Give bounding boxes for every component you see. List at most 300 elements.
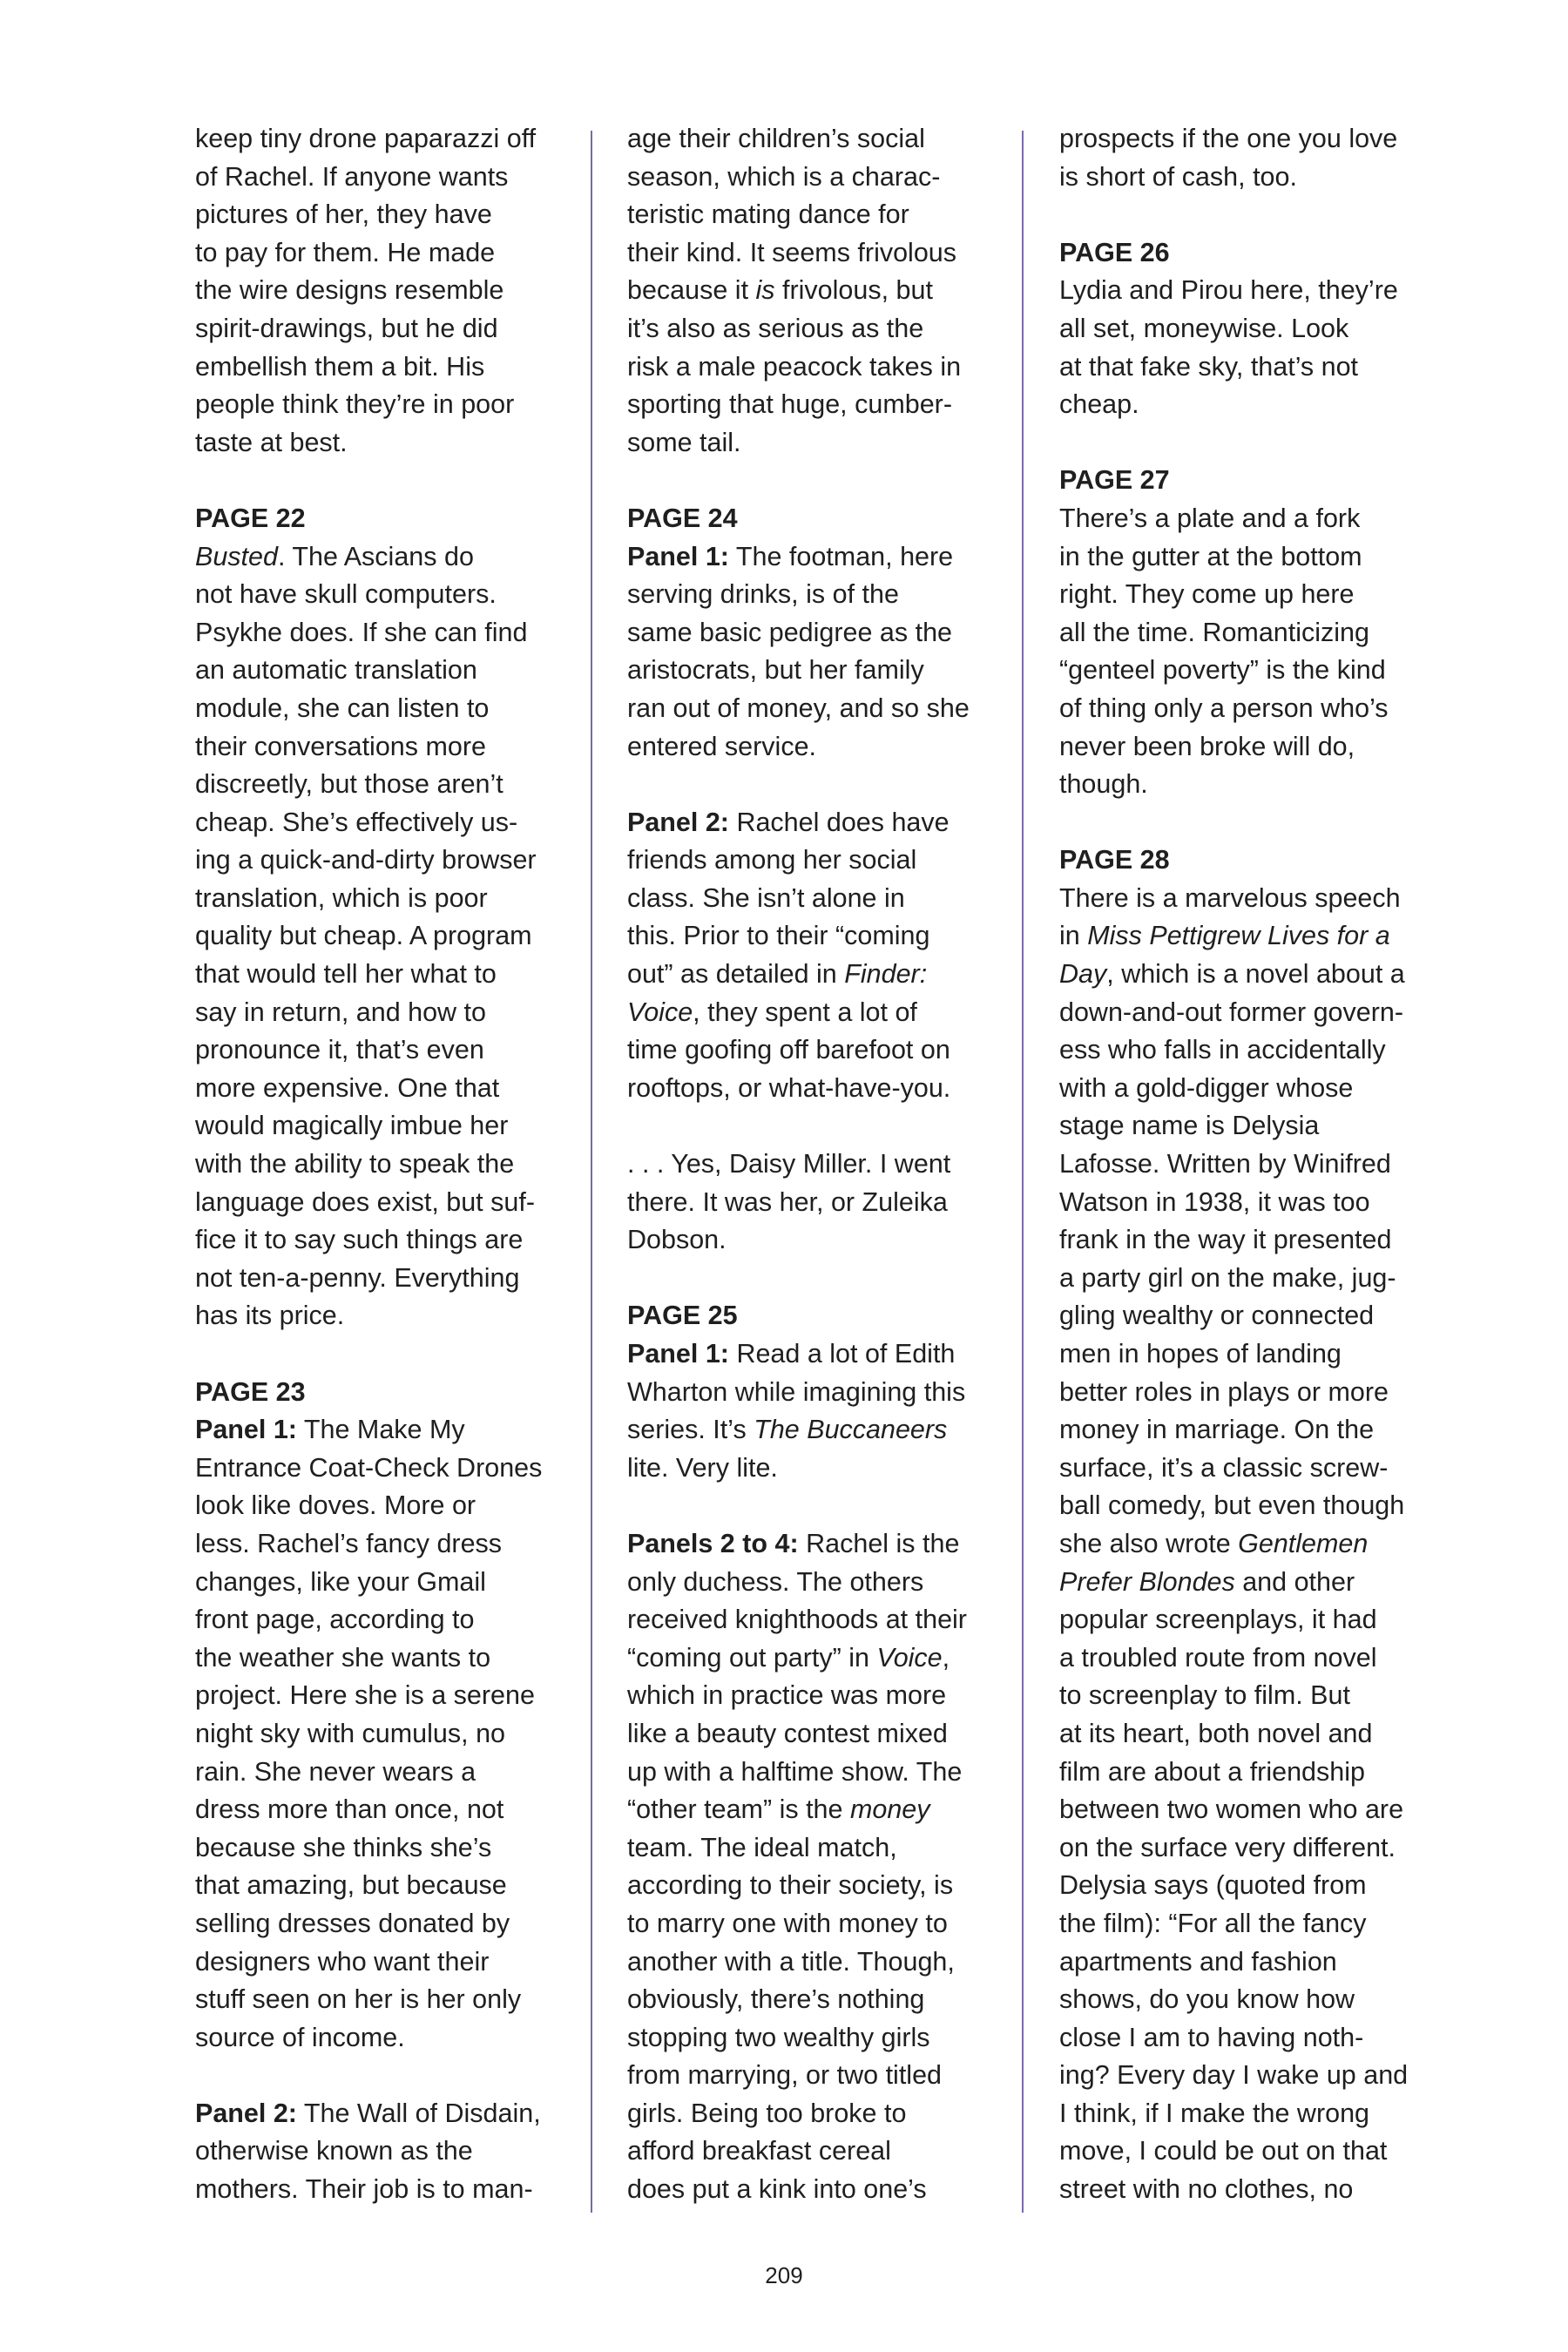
text-span: the weather she wants to bbox=[195, 1642, 491, 1673]
text-span: all set, moneywise. Look bbox=[1059, 313, 1349, 343]
paragraph bbox=[627, 1525, 1002, 2209]
text-span: never been broke will do, bbox=[1059, 731, 1355, 761]
paragraph bbox=[627, 120, 1002, 462]
text-line bbox=[195, 1184, 570, 1222]
italic-title: Busted bbox=[195, 541, 278, 571]
panel-label: Panel 2: bbox=[627, 807, 729, 837]
text-line bbox=[1059, 2171, 1434, 2209]
text-span: series. It’s bbox=[627, 1415, 754, 1445]
italic-title: money bbox=[849, 1794, 930, 1825]
page-heading-text: PAGE 26 bbox=[1059, 237, 1170, 267]
text-span: that would tell her what to bbox=[195, 959, 497, 990]
text-line bbox=[627, 1639, 1002, 1678]
text-line bbox=[195, 234, 570, 273]
text-line bbox=[195, 1677, 570, 1715]
text-line bbox=[627, 1146, 1002, 1184]
text-span: . . . Yes, Daisy Miller. I went bbox=[627, 1149, 951, 1179]
text-span: this. Prior to their “coming bbox=[627, 921, 930, 951]
text-span: Psykhe does. If she can find bbox=[195, 617, 528, 647]
text-span: rain. She never wears a bbox=[195, 1756, 476, 1787]
text-line bbox=[1059, 956, 1434, 994]
text-line bbox=[195, 576, 570, 614]
text-span: another with a title. Though, bbox=[627, 1946, 955, 1977]
text-line bbox=[627, 1450, 1002, 1488]
text-span: language does exist, but suf- bbox=[195, 1186, 535, 1217]
text-span: Wharton while imagining this bbox=[627, 1376, 966, 1407]
text-line bbox=[1059, 1639, 1434, 1678]
text-line bbox=[1059, 880, 1434, 918]
text-line bbox=[627, 1221, 1002, 1260]
text-line bbox=[1059, 1943, 1434, 1982]
text-line bbox=[1059, 310, 1434, 348]
text-line bbox=[1059, 1754, 1434, 1792]
text-span: , which is a novel about a bbox=[1106, 959, 1405, 990]
text-line bbox=[195, 1411, 570, 1450]
text-line bbox=[627, 728, 1002, 767]
text-line bbox=[627, 196, 1002, 234]
text-line bbox=[195, 1450, 570, 1488]
text-span: afford breakfast cereal bbox=[627, 2136, 891, 2166]
text-line bbox=[1059, 1715, 1434, 1754]
text-line bbox=[1059, 2057, 1434, 2095]
text-span: less. Rachel’s fancy dress bbox=[195, 1528, 503, 1558]
section-heading bbox=[1059, 234, 1434, 273]
text-span: some tail. bbox=[627, 427, 741, 457]
text-span: Lafosse. Written by Winifred bbox=[1059, 1149, 1391, 1179]
text-span: pronounce it, that’s even bbox=[195, 1035, 484, 1065]
text-span: friends among her social bbox=[627, 845, 917, 875]
text-span: frank in the way it presented bbox=[1059, 1225, 1392, 1255]
text-span: pictures of her, they have bbox=[195, 199, 492, 230]
text-span: Rachel is the bbox=[798, 1528, 960, 1558]
text-line bbox=[627, 1981, 1002, 2019]
text-span: better roles in plays or more bbox=[1059, 1376, 1389, 1407]
text-span: out” as detailed in bbox=[627, 959, 845, 990]
text-span: on the surface very different. bbox=[1059, 1832, 1396, 1862]
text-line bbox=[195, 1564, 570, 1602]
text-span: right. They come up here bbox=[1059, 579, 1355, 610]
paragraph bbox=[1059, 841, 1434, 2208]
paragraph bbox=[195, 2095, 570, 2209]
text-span: , bbox=[942, 1642, 950, 1673]
text-span: changes, like your Gmail bbox=[195, 1566, 486, 1597]
text-span: because it bbox=[627, 275, 756, 306]
text-span: source of income. bbox=[195, 2022, 405, 2052]
text-line bbox=[195, 880, 570, 918]
text-line bbox=[1059, 2132, 1434, 2171]
italic-title: is bbox=[755, 275, 775, 306]
text-line bbox=[1059, 766, 1434, 804]
text-line bbox=[627, 272, 1002, 310]
italic-title: Finder: bbox=[844, 959, 928, 990]
text-line bbox=[195, 956, 570, 994]
page-heading-text: PAGE 24 bbox=[627, 503, 738, 533]
text-span: lite. Very lite. bbox=[627, 1452, 778, 1483]
text-span: time goofing off barefoot on bbox=[627, 1035, 950, 1065]
text-line bbox=[627, 880, 1002, 918]
text-line bbox=[1059, 1829, 1434, 1868]
text-line bbox=[1059, 500, 1434, 538]
text-line bbox=[1059, 652, 1434, 690]
text-span: all the time. Romanticizing bbox=[1059, 617, 1369, 647]
text-span: frivolous, but bbox=[774, 275, 933, 306]
text-span: gling wealthy or connected bbox=[1059, 1301, 1375, 1331]
text-line bbox=[627, 1867, 1002, 1905]
text-span: to screenplay to film. But bbox=[1059, 1680, 1350, 1711]
paragraph bbox=[627, 500, 1002, 766]
text-span: an automatic translation bbox=[195, 655, 477, 686]
text-line bbox=[627, 917, 1002, 956]
text-span: popular screenplays, it had bbox=[1059, 1605, 1377, 1635]
text-column-3 bbox=[1059, 120, 1434, 2209]
text-span: obviously, there’s nothing bbox=[627, 1984, 925, 2015]
text-span: with the ability to speak the bbox=[195, 1149, 515, 1179]
panel-label: Panel 1: bbox=[627, 541, 729, 571]
text-span: project. Here she is a serene bbox=[195, 1680, 535, 1711]
text-line bbox=[195, 1829, 570, 1868]
text-column-1 bbox=[195, 120, 570, 2209]
section-heading bbox=[195, 1374, 570, 1412]
text-line bbox=[195, 614, 570, 652]
text-span: in bbox=[1059, 921, 1088, 951]
text-line bbox=[627, 1791, 1002, 1829]
text-line bbox=[1059, 120, 1434, 159]
text-line bbox=[195, 652, 570, 690]
text-span: down-and-out former govern- bbox=[1059, 997, 1403, 1027]
section-heading bbox=[627, 1297, 1002, 1335]
text-span: ran out of money, and so she bbox=[627, 693, 970, 723]
text-span: a troubled route from novel bbox=[1059, 1642, 1377, 1673]
text-line bbox=[1059, 1070, 1434, 1108]
text-span: , they spent a lot of bbox=[693, 997, 917, 1027]
text-span: there. It was her, or Zuleika bbox=[627, 1186, 948, 1217]
text-span: to pay for them. He made bbox=[195, 237, 496, 267]
italic-title: The Buccaneers bbox=[754, 1415, 948, 1445]
text-line bbox=[627, 994, 1002, 1032]
text-span: to marry one with money to bbox=[627, 1908, 948, 1938]
text-line bbox=[195, 1221, 570, 1260]
text-span: from marrying, or two titled bbox=[627, 2060, 943, 2091]
text-line bbox=[627, 690, 1002, 728]
text-span: like a beauty contest mixed bbox=[627, 1718, 948, 1748]
text-line bbox=[1059, 1411, 1434, 1450]
text-line bbox=[1059, 159, 1434, 197]
panel-label: Panel 2: bbox=[195, 2098, 297, 2128]
text-line bbox=[1059, 1791, 1434, 1829]
text-line bbox=[195, 159, 570, 197]
page-heading-text: PAGE 23 bbox=[195, 1376, 306, 1407]
text-line bbox=[195, 1107, 570, 1146]
text-line bbox=[195, 2132, 570, 2171]
text-span: stage name is Delysia bbox=[1059, 1111, 1320, 1141]
text-span: their kind. It seems frivolous bbox=[627, 237, 957, 267]
text-span: their conversations more bbox=[195, 731, 486, 761]
text-line bbox=[1059, 1601, 1434, 1639]
text-line bbox=[627, 1754, 1002, 1792]
paragraph bbox=[195, 120, 570, 462]
text-span: not ten-a-penny. Everything bbox=[195, 1262, 520, 1293]
text-span: cheap. She’s effectively us- bbox=[195, 807, 518, 837]
text-line bbox=[627, 159, 1002, 197]
text-line bbox=[195, 348, 570, 387]
text-span: the film): “For all the fancy bbox=[1059, 1908, 1367, 1938]
text-line bbox=[1059, 1221, 1434, 1260]
paragraph bbox=[1059, 462, 1434, 803]
text-span: The Wall of Disdain, bbox=[296, 2098, 541, 2128]
text-line bbox=[1059, 1031, 1434, 1070]
text-line bbox=[195, 1070, 570, 1108]
text-span: Dobson. bbox=[627, 1225, 727, 1255]
paragraph bbox=[627, 1146, 1002, 1260]
text-span: she also wrote bbox=[1059, 1528, 1239, 1558]
text-line bbox=[627, 1335, 1002, 1374]
text-line bbox=[1059, 1564, 1434, 1602]
paragraph bbox=[195, 1374, 570, 2058]
text-span: a party girl on the make, jug- bbox=[1059, 1262, 1396, 1293]
text-span: ess who falls in accidentally bbox=[1059, 1035, 1386, 1065]
text-span: “genteel poverty” is the kind bbox=[1059, 655, 1386, 686]
paragraph bbox=[195, 500, 570, 1335]
text-line bbox=[627, 1943, 1002, 1982]
text-line bbox=[1059, 994, 1434, 1032]
italic-title: Prefer Blondes bbox=[1059, 1566, 1235, 1597]
text-line bbox=[195, 1601, 570, 1639]
text-line bbox=[627, 652, 1002, 690]
text-line bbox=[195, 1260, 570, 1298]
text-span: otherwise known as the bbox=[195, 2136, 473, 2166]
text-span: Rachel does have bbox=[728, 807, 950, 837]
text-span: There is a marvelous speech bbox=[1059, 882, 1401, 913]
text-line bbox=[1059, 348, 1434, 387]
text-line bbox=[1059, 386, 1434, 424]
text-line bbox=[1059, 1374, 1434, 1412]
text-line bbox=[1059, 1335, 1434, 1374]
text-line bbox=[627, 2095, 1002, 2133]
text-span: same basic pedigree as the bbox=[627, 617, 952, 647]
text-span: Watson in 1938, it was too bbox=[1059, 1186, 1370, 1217]
text-line bbox=[1059, 1981, 1434, 2019]
text-line bbox=[1059, 1867, 1434, 1905]
text-span: say in return, and how to bbox=[195, 997, 486, 1027]
text-span: class. She isn’t alone in bbox=[627, 882, 905, 913]
text-span: would magically imbue her bbox=[195, 1111, 509, 1141]
page-heading-text: PAGE 22 bbox=[195, 503, 306, 533]
italic-title: Voice bbox=[876, 1642, 943, 1673]
text-line bbox=[627, 841, 1002, 880]
text-span: at its heart, both novel and bbox=[1059, 1718, 1373, 1748]
italic-title: Miss Pettigrew Lives for a bbox=[1087, 921, 1390, 951]
text-column-2 bbox=[627, 120, 1002, 2209]
panel-label: Panel 1: bbox=[627, 1339, 729, 1369]
text-span: “coming out party” in bbox=[627, 1642, 877, 1673]
text-span: that amazing, but because bbox=[195, 1870, 507, 1901]
text-line bbox=[627, 348, 1002, 387]
italic-title: Voice bbox=[627, 997, 693, 1027]
text-span: front page, according to bbox=[195, 1605, 475, 1635]
text-line bbox=[1059, 917, 1434, 956]
text-span: risk a male peacock takes in bbox=[627, 351, 962, 382]
text-span: keep tiny drone paparazzi off bbox=[195, 124, 537, 153]
paragraph bbox=[1059, 234, 1434, 424]
text-line bbox=[627, 2171, 1002, 2209]
text-line bbox=[627, 1715, 1002, 1754]
text-span: street with no clothes, no bbox=[1059, 2174, 1354, 2205]
paragraph bbox=[627, 1297, 1002, 1487]
text-line bbox=[195, 538, 570, 577]
text-line bbox=[627, 1184, 1002, 1222]
text-span: people think they’re in poor bbox=[195, 389, 515, 420]
text-span: translation, which is poor bbox=[195, 882, 488, 913]
text-span: serving drinks, is of the bbox=[627, 579, 899, 610]
text-span: embellish them a bit. His bbox=[195, 351, 485, 382]
text-span: apartments and fashion bbox=[1059, 1946, 1337, 1977]
text-line bbox=[627, 1829, 1002, 1868]
text-span: according to their society, is bbox=[627, 1870, 954, 1901]
text-span: which in practice was more bbox=[627, 1680, 947, 1711]
text-line bbox=[195, 917, 570, 956]
text-span: surface, it’s a classic screw- bbox=[1059, 1452, 1389, 1483]
text-line bbox=[1059, 1184, 1434, 1222]
paragraph bbox=[1059, 120, 1434, 196]
page-number: 209 bbox=[765, 2262, 803, 2288]
text-span: not have skull computers. bbox=[195, 579, 497, 610]
text-line bbox=[627, 1564, 1002, 1602]
text-line bbox=[195, 1867, 570, 1905]
text-line bbox=[195, 994, 570, 1032]
text-span: mothers. Their job is to man- bbox=[195, 2174, 533, 2205]
text-line bbox=[195, 1754, 570, 1792]
text-line bbox=[627, 1070, 1002, 1108]
text-span: night sky with cumulus, no bbox=[195, 1718, 505, 1748]
text-line bbox=[195, 1905, 570, 1943]
text-span: sporting that huge, cumber- bbox=[627, 389, 952, 420]
text-span: look like doves. More or bbox=[195, 1490, 476, 1521]
text-line bbox=[627, 956, 1002, 994]
text-line bbox=[195, 120, 570, 159]
text-line bbox=[1059, 1677, 1434, 1715]
text-span: girls. Being too broke to bbox=[627, 2098, 907, 2128]
text-span: received knighthoods at their bbox=[627, 1605, 967, 1635]
section-heading bbox=[195, 500, 570, 538]
text-line bbox=[195, 766, 570, 804]
text-line bbox=[627, 2132, 1002, 2171]
text-line bbox=[1059, 1297, 1434, 1335]
text-span: money in marriage. On the bbox=[1059, 1415, 1375, 1445]
text-span: the wire designs resemble bbox=[195, 275, 504, 306]
column-divider-2 bbox=[1022, 131, 1024, 2213]
text-line bbox=[1059, 1450, 1434, 1488]
panel-label: Panels 2 to 4: bbox=[627, 1528, 799, 1558]
text-line bbox=[195, 424, 570, 463]
text-span: Entrance Coat-Check Drones bbox=[195, 1452, 543, 1483]
text-span: The Make My bbox=[296, 1415, 465, 1445]
text-line bbox=[1059, 538, 1434, 577]
text-span: stuff seen on her is her only bbox=[195, 1984, 522, 2015]
text-line bbox=[627, 1525, 1002, 1564]
text-span: men in hopes of landing bbox=[1059, 1339, 1342, 1369]
page-heading-text: PAGE 25 bbox=[627, 1301, 738, 1331]
text-line bbox=[627, 424, 1002, 463]
text-span: shows, do you know how bbox=[1059, 1984, 1355, 2015]
text-line bbox=[195, 1715, 570, 1754]
text-line bbox=[195, 690, 570, 728]
text-span: stopping two wealthy girls bbox=[627, 2022, 930, 2052]
text-span: of thing only a person who’s bbox=[1059, 693, 1389, 723]
section-heading bbox=[1059, 841, 1434, 880]
text-line bbox=[627, 538, 1002, 577]
text-span: Lydia and Pirou here, they’re bbox=[1059, 275, 1398, 306]
text-span: Read a lot of Edith bbox=[728, 1339, 956, 1369]
text-line bbox=[627, 2019, 1002, 2058]
text-span: module, she can listen to bbox=[195, 693, 490, 723]
text-line bbox=[195, 2095, 570, 2133]
text-span: teristic mating dance for bbox=[627, 199, 909, 230]
text-line bbox=[195, 1943, 570, 1982]
italic-title: Day bbox=[1059, 959, 1107, 990]
text-span: has its price. bbox=[195, 1301, 345, 1331]
text-span: spirit-drawings, but he did bbox=[195, 313, 498, 343]
text-span: “other team” is the bbox=[627, 1794, 850, 1825]
section-heading bbox=[627, 500, 1002, 538]
text-span: though. bbox=[1059, 769, 1148, 800]
text-span: more expensive. One that bbox=[195, 1072, 500, 1103]
text-span: up with a halftime show. The bbox=[627, 1756, 963, 1787]
text-line bbox=[627, 1677, 1002, 1715]
text-span: dress more than once, not bbox=[195, 1794, 504, 1825]
text-line bbox=[627, 1031, 1002, 1070]
text-span: team. The ideal match, bbox=[627, 1832, 897, 1862]
text-span: Delysia says (quoted from bbox=[1059, 1870, 1367, 1901]
panel-label: Panel 1: bbox=[195, 1415, 297, 1445]
text-span: quality but cheap. A program bbox=[195, 921, 532, 951]
text-line bbox=[627, 2057, 1002, 2095]
text-span: does put a kink into one’s bbox=[627, 2174, 927, 2205]
text-line bbox=[195, 841, 570, 880]
text-span: . The Ascians do bbox=[277, 541, 474, 571]
text-line bbox=[195, 804, 570, 842]
text-span: ing a quick-and-dirty browser bbox=[195, 845, 537, 875]
text-span: designers who want their bbox=[195, 1946, 490, 1977]
text-span: age their children’s social bbox=[627, 124, 925, 153]
text-line bbox=[1059, 614, 1434, 652]
text-line bbox=[195, 1297, 570, 1335]
text-span: between two women who are bbox=[1059, 1794, 1404, 1825]
text-span: There’s a plate and a fork bbox=[1059, 503, 1361, 533]
text-span: I think, if I make the wrong bbox=[1059, 2098, 1369, 2128]
text-line bbox=[195, 1791, 570, 1829]
text-span: cheap. bbox=[1059, 389, 1139, 420]
text-line bbox=[195, 1525, 570, 1564]
section-heading bbox=[1059, 462, 1434, 500]
text-line bbox=[195, 1639, 570, 1678]
text-span: ball comedy, but even though bbox=[1059, 1490, 1405, 1521]
text-line bbox=[627, 1601, 1002, 1639]
text-line bbox=[1059, 690, 1434, 728]
text-span: prospects if the one you love bbox=[1059, 124, 1398, 153]
text-line bbox=[627, 1411, 1002, 1450]
text-line bbox=[195, 1146, 570, 1184]
text-line bbox=[195, 1031, 570, 1070]
text-line bbox=[627, 804, 1002, 842]
text-span: rooftops, or what-have-you. bbox=[627, 1072, 951, 1103]
text-span: fice it to say such things are bbox=[195, 1225, 524, 1255]
text-line bbox=[627, 576, 1002, 614]
text-line bbox=[1059, 576, 1434, 614]
text-line bbox=[1059, 1260, 1434, 1298]
text-span: is short of cash, too. bbox=[1059, 161, 1297, 192]
text-line bbox=[1059, 1905, 1434, 1943]
text-span: only duchess. The others bbox=[627, 1566, 924, 1597]
